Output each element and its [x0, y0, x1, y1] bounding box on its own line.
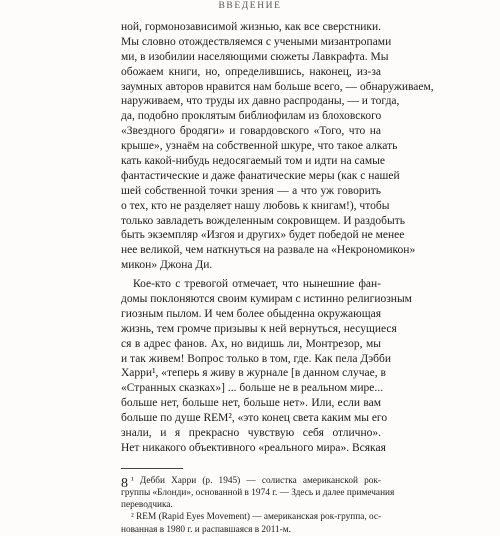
text-line: и так живем! Вопрос только в том, где. Как пела Дэбби: [121, 352, 392, 365]
text-line: «Звездного бродяги» и говардовского «Того, что на: [121, 125, 381, 138]
text-line: обожаем книги, но, определившись, наконец, из-за: [121, 65, 381, 78]
paragraph-2: [121, 277, 412, 456]
footnote-divider: [121, 468, 183, 469]
text-line: да, подобно проклятым библиофилам из блоховского: [121, 110, 382, 123]
footnote-1: [121, 475, 395, 512]
page-body: [121, 20, 434, 536]
text-line: крыше», узнаём на собственной шкуре, что такое алкать: [121, 140, 398, 153]
text-line: гиозным пылом. И чем более обыденна окружающая: [121, 307, 381, 320]
text-line: «Странных сказках»] ... больше не в реальном мире...: [121, 382, 383, 395]
text-line: жизнь, тем громче призывы к ней вернуться, несущиеся: [121, 322, 397, 335]
footnote-line: нованная в 1980 г. и распавшаяся в 2011-м.: [121, 524, 291, 535]
text-line: ми, в изобилии населяющими сюжеты Лавкрафта. Мы: [121, 50, 389, 63]
text-line: домы поклоняются своим кумирам с истинно религиозным: [121, 293, 412, 306]
text-line: заумных авторов нравится нам больше всего, — обнаруживаем,: [121, 80, 434, 93]
text-line: о тех, кто не разделяет нашу любовь к книгам!), чтобы: [121, 199, 390, 212]
text-line: больше нет, больше нет, больше нет». Или, если вам: [121, 397, 381, 410]
footnote-line: группы «Блонди», основанной в 1974 г. — Здесь и далее примечания: [121, 488, 395, 499]
text-line: фантастические и даже фанатические меры (как с нашей: [121, 169, 400, 182]
footnote-2: [121, 511, 381, 535]
text-line: быть экземпляр «Изгоя и других» будет победой не менее: [121, 229, 405, 242]
text-line: только завладеть вожделенным сокровищем. И раздобыть: [121, 214, 406, 227]
text-line: Харри¹, «теперь я живу в журнале [в данном случае, в: [121, 367, 386, 380]
text-line: шей собственной точки зрения — а что уж говорить: [121, 184, 381, 197]
paragraph-1: [121, 20, 434, 273]
text-line: Кое-кто с тревогой отмечает, что нынешние фан-: [133, 278, 381, 291]
text-line: знали, и я прекрасно чувствую себя отлично».: [121, 427, 381, 440]
text-line: ся в адрес фанов. Ах, но видишь ли, Монтрезор, мы: [121, 337, 381, 350]
text-line: нее великой, чем наткнуться на развале на «Некрономикон»: [121, 244, 416, 257]
text-line: ной, гормонозависимой жизнью, как все сверстники.: [121, 21, 381, 33]
footnote-line: ¹ Дебби Харри (р. 1945) — солистка американской рок-: [131, 475, 381, 486]
text-line: кать какой-нибудь недосягаемый том и идти на самые: [121, 155, 385, 168]
text-line: Мы словно отождествляемся с учеными мизантропами: [121, 35, 392, 48]
text-line: Нет никакого объективного «реального мира». Всякая: [121, 441, 386, 454]
text-line: наруживаем, что труды их давно распроданы, — и тогда,: [121, 95, 400, 108]
page-number: 8: [121, 476, 128, 491]
text-line: микон» Джона Ди.: [121, 259, 213, 272]
text-line: больше по душе REM², «это конец света каким мы его: [121, 412, 388, 425]
running-header: ВВЕДЕНИЕ: [218, 1, 282, 11]
footnote-line: ² REM (Rapid Eyes Movement) — американская рок-группа, ос-: [131, 512, 382, 523]
footnote-line: переводчика.: [121, 500, 173, 511]
